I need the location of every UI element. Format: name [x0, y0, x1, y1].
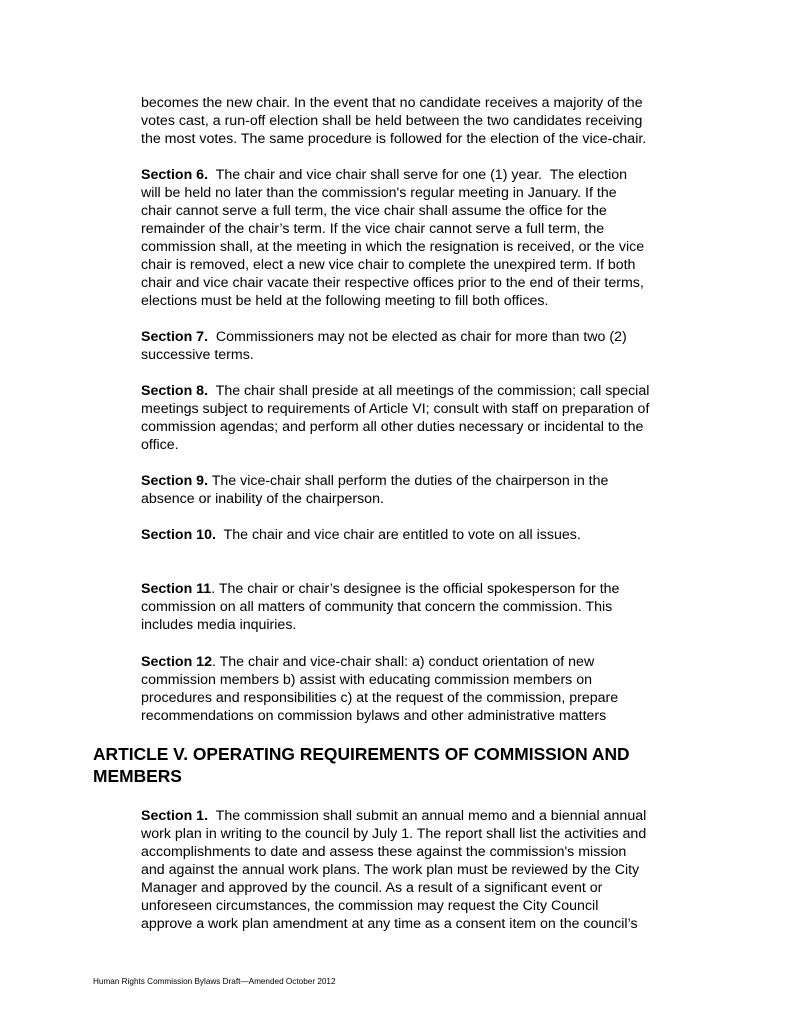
text-line: remainder of the chair’s term. If the vice chair cannot serve a full term, the	[141, 221, 605, 237]
text-line	[141, 580, 707, 598]
section-heading: Section 11	[141, 581, 212, 597]
paragraph-section-10	[141, 526, 707, 544]
text-line: recommendations on commission bylaws and other administrative matters	[141, 708, 607, 724]
text-line: elections must be held at the following meeting to fill both offices.	[141, 293, 549, 309]
text-line: commission on all matters of community that concern the commission. This	[141, 599, 613, 615]
paragraph-section-11	[141, 580, 707, 634]
section-text: The chair and vice chair shall serve for one (1) year. The election	[208, 167, 628, 183]
text-line: meetings subject to requirements of Article VI; consult with staff on preparation of	[141, 401, 650, 417]
heading-line: ARTICLE V. OPERATING REQUIREMENTS OF COMMISSION AND	[93, 744, 630, 764]
section-heading: Section 9.	[141, 473, 209, 489]
text-line	[141, 166, 707, 184]
text-line	[141, 653, 707, 671]
text-line: commission shall, at the meeting in which the resignation is received, or the vice	[141, 239, 645, 255]
text-line: the most votes. The same procedure is followed for the election of the vice-chair.	[141, 131, 647, 147]
text-line: commission members b) assist with educating commission members on	[141, 672, 592, 688]
paragraph-section-9	[141, 472, 707, 508]
section-heading: Section 6.	[141, 167, 209, 183]
text-line: commission agendas; and perform all other duties necessary or incidental to the	[141, 419, 644, 435]
text-line	[141, 328, 707, 346]
text-line: absence or inability of the chairperson.	[141, 491, 384, 507]
paragraph-section-6	[141, 166, 707, 310]
text-line	[141, 526, 707, 544]
text-line: work plan in writing to the council by July 1. The report shall list the activities and	[141, 826, 647, 842]
heading-line: MEMBERS	[93, 766, 182, 786]
paragraph-section-8	[141, 382, 707, 454]
text-line: successive terms.	[141, 347, 254, 363]
section-text: The chair and vice chair are entitled to vote on all issues.	[215, 527, 581, 543]
paragraph-section-12	[141, 653, 707, 725]
section-text: Commissioners may not be elected as chair for more than two (2)	[208, 329, 627, 345]
text-line: includes media inquiries.	[141, 617, 297, 633]
text-line	[141, 807, 707, 825]
text-line: Manager and approved by the council. As a result of a significant event or	[141, 880, 603, 896]
section-heading: Section 12	[141, 654, 212, 670]
text-line: becomes the new chair. In the event that no candidate receives a majority of the	[141, 95, 643, 111]
text-line: unforeseen circumstances, the commission may request the City Council	[141, 898, 599, 914]
text-line	[141, 472, 707, 490]
section-heading: Section 8.	[141, 383, 209, 399]
section-heading: Section 7.	[141, 329, 209, 345]
text-line: and against the annual work plans. The work plan must be reviewed by the City	[141, 862, 640, 878]
paragraph-article5-section-1	[141, 807, 707, 933]
section-text: The commission shall submit an annual memo and a biennial annual	[208, 808, 647, 824]
text-line: approve a work plan amendment at any time as a consent item on the council’s	[141, 916, 638, 932]
text-line: will be held no later than the commission's regular meeting in January. If the	[141, 185, 617, 201]
page-footer: Human Rights Commission Bylaws Draft—Amended October 2012	[93, 977, 336, 986]
section-text: The chair shall preside at all meetings of the commission; call special	[208, 383, 650, 399]
text-line: chair is removed, elect a new vice chair to complete the unexpired term. If both	[141, 257, 636, 273]
text-line: procedures and responsibilities c) at the request of the commission, prepare	[141, 690, 619, 706]
text-line: votes cast, a run-off election shall be held between the two candidates receiving	[141, 113, 643, 129]
text-line: accomplishments to date and assess these against the commission's mission	[141, 844, 627, 860]
section-heading: Section 10.	[141, 527, 216, 543]
text-line: office.	[141, 437, 179, 453]
section-text: . The chair or chair’s designee is the official spokesperson for the	[211, 581, 620, 597]
section-heading: Section 1.	[141, 808, 209, 824]
section-text: . The chair and vice-chair shall: a) conduct orientation of new	[211, 654, 595, 670]
section-text: The vice-chair shall perform the duties of the chairperson in the	[208, 473, 609, 489]
paragraph-section-7	[141, 328, 707, 364]
paragraph-continued	[141, 94, 707, 148]
article-heading	[93, 743, 713, 787]
text-line	[141, 382, 707, 400]
text-line: chair and vice chair vacate their respective offices prior to the end of their terms,	[141, 275, 644, 291]
text-line: chair cannot serve a full term, the vice chair shall assume the office for the	[141, 203, 607, 219]
